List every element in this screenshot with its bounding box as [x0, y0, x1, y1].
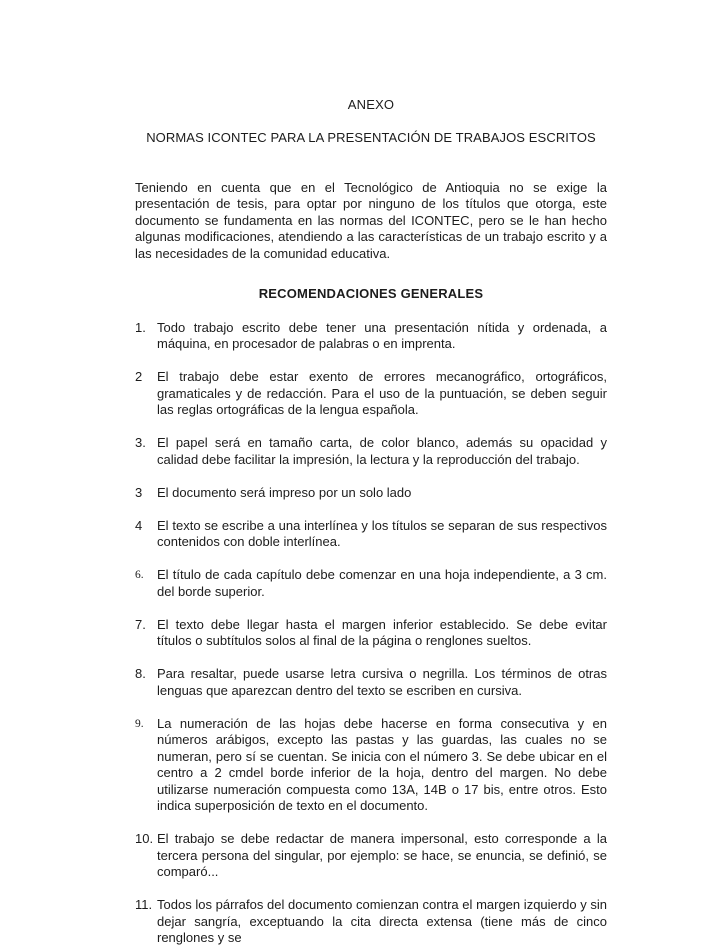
item-text: El papel será en tamaño carta, de color blanco, además su opacidad y calidad debe facilitar la impresión, la lectura y la reproducción del trabajo.: [157, 435, 607, 467]
list-item: [135, 485, 607, 502]
item-text: El título de cada capítulo debe comenzar en una hoja independiente, a 3 cm. del borde superior.: [157, 567, 607, 599]
list-item: [135, 897, 607, 947]
item-number: 3: [135, 484, 143, 500]
list-item: [135, 320, 607, 353]
list-item: [135, 617, 607, 650]
item-text: El texto se escribe a una interlínea y los títulos se separan de sus respectivos contenidos con doble interlínea.: [157, 517, 607, 549]
list-item: [135, 369, 607, 419]
item-number: 1.: [135, 319, 146, 335]
list-item: [135, 831, 607, 881]
intro-paragraph: Teniendo en cuenta que en el Tecnológico de Antioquia no se exige la presentación de tesis, para optar por ninguno de los títulos que otorga, este documento se fundamenta en las normas del ICONTEC, pero se le han hecho algunas modificaciones, atendiendo a las características de un trabajo escrito y a las necesidades de la comunidad educativa.: [135, 179, 607, 261]
item-text: Para resaltar, puede usarse letra cursiva o negrilla. Los términos de otras lenguas que aparezcan dentro del texto se escriben en cursiva.: [157, 666, 607, 698]
list-item: [135, 567, 607, 600]
item-text: Todo trabajo escrito debe tener una presentación nítida y ordenada, a máquina, en procesador de palabras o en imprenta.: [157, 319, 607, 351]
item-number: 2: [135, 369, 143, 384]
item-number: 8.: [135, 666, 146, 681]
item-text: El trabajo debe estar exento de errores mecanográfico, ortográficos, gramaticales y de redacción. Para el uso de la puntuación, se deben seguir las reglas ortográficas de la lengua española.: [157, 369, 607, 417]
item-number: 11.: [135, 897, 153, 912]
item-number: 9.: [135, 717, 144, 730]
item-text: El texto debe llegar hasta el margen inferior establecido. Se debe evitar títulos o subtítulos solos al final de la página o renglones sueltos.: [157, 616, 607, 648]
item-number: 6.: [135, 569, 144, 581]
page-title: ANEXO: [347, 97, 395, 112]
item-text: La numeración de las hojas debe hacerse en forma consecutiva y en números arábigos, excepto las pastas y las guardas, las cuales no se numeran, pero sí se cuentan. Se inicia con el número 3. Se debe ubicar en el centro a 2 cmdel borde inferior de la hoja, dentro del margen. No debe utilizarse numeración compuesta como 13A, 14B o 17 bis, entre otros. Esto indica superposición de texto en el documento.: [157, 715, 607, 813]
section-heading: RECOMENDACIONES GENERALES: [258, 286, 484, 301]
item-number: 3.: [135, 435, 146, 450]
item-number: 10.: [135, 831, 154, 846]
item-text: El trabajo se debe redactar de manera impersonal, esto corresponde a la tercera persona del singular, por ejemplo: se hace, se enuncia, se definió, se comparó...: [157, 831, 607, 879]
item-text: El documento será impreso por un solo lado: [157, 484, 412, 500]
page-subtitle: NORMAS ICONTEC PARA LA PRESENTACIÓN DE TRABAJOS ESCRITOS: [146, 130, 596, 145]
recommendations-list: [135, 320, 607, 947]
list-item: [135, 666, 607, 699]
list-item: [135, 716, 607, 815]
item-text: Todos los párrafos del documento comienzan contra el margen izquierdo y sin dejar sangría, exceptuando la cita directa extensa (tiene más de cinco renglones y se: [157, 897, 607, 945]
list-item: [135, 435, 607, 468]
item-number: 7.: [135, 616, 146, 632]
list-item: [135, 518, 607, 551]
item-number: 4: [135, 517, 143, 533]
